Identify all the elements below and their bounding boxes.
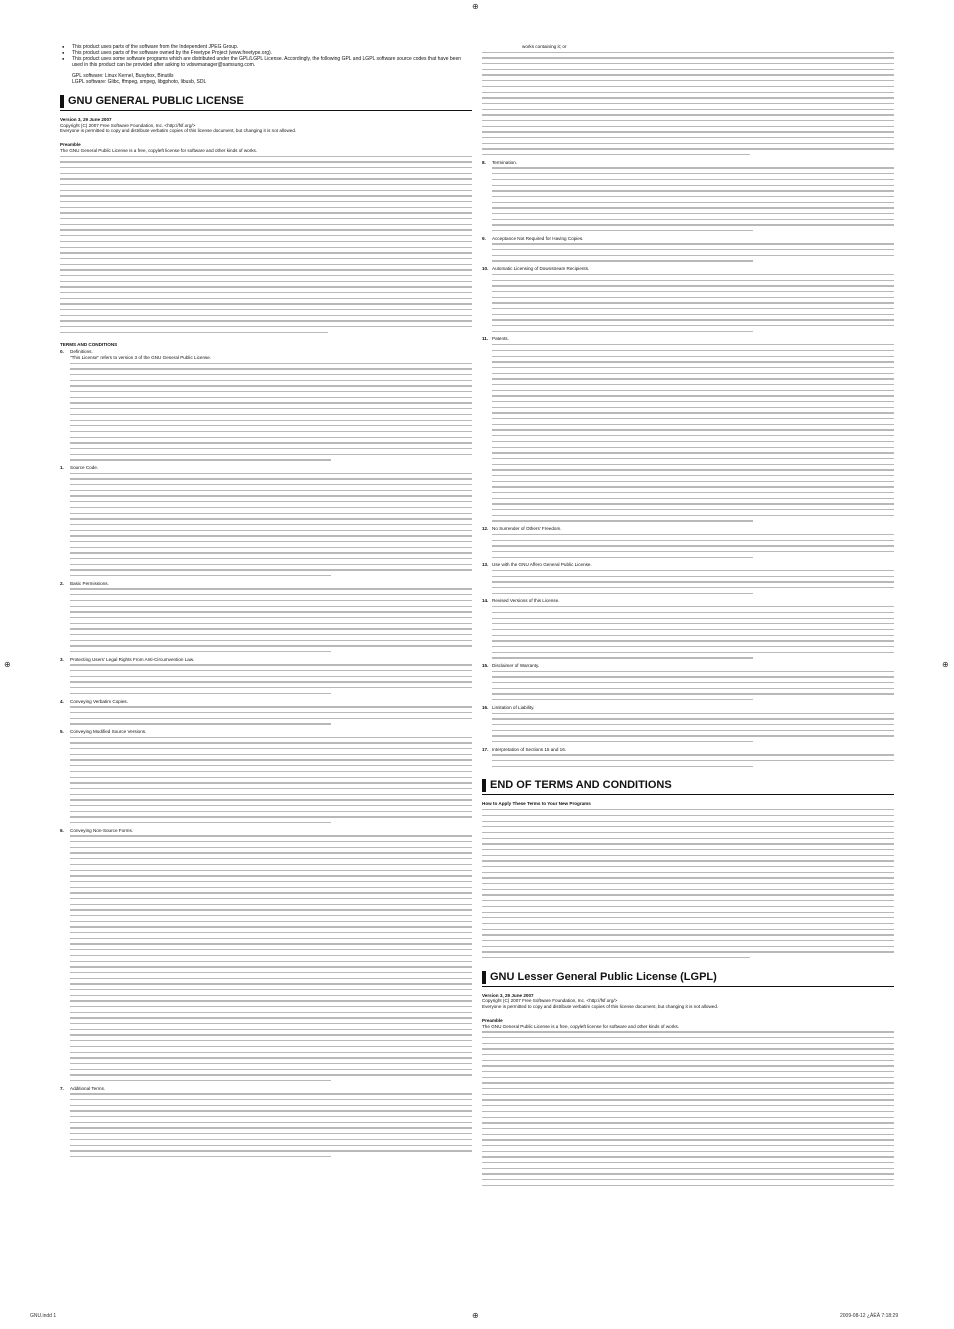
- section-title: Limitation of Liability.: [492, 704, 535, 710]
- section-title: Patents.: [492, 336, 509, 342]
- section-title: Definitions.: [70, 349, 93, 355]
- registration-mark-bottom: ⊕: [472, 1311, 479, 1320]
- section-title: Source Code.: [70, 465, 99, 470]
- section-number: 16.: [482, 704, 489, 710]
- section-number: 15.: [482, 663, 489, 668]
- gpl-section: [482, 526, 894, 560]
- gpl-section: [482, 266, 894, 334]
- section-title: Use with the GNU Affero General Public License.: [492, 562, 592, 568]
- section-title: Additional Terms.: [70, 1085, 106, 1091]
- section-title: Basic Permissions.: [70, 580, 109, 586]
- lgpl-title: GNU Lesser General Public License (LGPL): [490, 970, 717, 983]
- lgpl-version: Version 3, 29 June 2007: [482, 992, 534, 998]
- section-title: Interpretation of Sections 15 and 16.: [492, 746, 567, 752]
- gpl-section: [482, 663, 894, 703]
- section-number: 13.: [482, 562, 489, 568]
- lgpl-preamble-label: Preamble: [482, 1017, 503, 1023]
- gpl-section: [60, 699, 472, 727]
- section-title: Conveying Modified Source Versions.: [70, 729, 147, 734]
- lgpl-everyone: Everyone is permitted to copy and distribute verbatim copies of this license document, but changing it is not allowed.: [482, 1004, 719, 1010]
- continuation-text: works containing it; or: [522, 44, 567, 49]
- section-number: 6.: [60, 827, 64, 833]
- gpl-section: [482, 747, 894, 770]
- gpl-section: [60, 1086, 472, 1160]
- section-number: 1.: [60, 465, 64, 470]
- howto-body: [482, 807, 894, 961]
- section-number: 8.: [482, 159, 486, 165]
- gpl-section: [482, 236, 894, 264]
- section-number: 14.: [482, 598, 489, 604]
- section-title: Protecting Users' Legal Rights From Anti-Circumvention Law.: [70, 656, 195, 662]
- gpl-section: [60, 729, 472, 826]
- footer-file-name: GNU.indd 1: [30, 1313, 57, 1319]
- section-number: 11.: [482, 336, 489, 342]
- gpl-section: [60, 657, 472, 697]
- intro-bullet: ● This product uses parts of the software owned by the Freetype Project (www.freetype.org).: [60, 50, 472, 56]
- lgpl-software-list: LGPL software: Glibc, ffmpeg, smpeg, libgphoto, libusb, SDL: [72, 79, 207, 85]
- registration-mark-right: ⊕: [942, 660, 949, 669]
- section-title: Conveying Non-Source Forms.: [70, 827, 134, 833]
- heading-bar: [482, 779, 486, 792]
- section-title: Acceptance Not Required for Having Copies.: [492, 235, 584, 241]
- gpl-section: [60, 828, 472, 1084]
- section-number: 3.: [60, 656, 64, 662]
- gpl-section: [482, 336, 894, 524]
- registration-mark-top: ⊕: [472, 2, 479, 11]
- footer-timestamp: 2009-08-12 ¿ÀÈÄ 7:18:29: [840, 1313, 899, 1319]
- section-title: Conveying Verbatim Copies.: [70, 698, 128, 704]
- registration-mark-left: ⊕: [4, 660, 11, 669]
- section-number: 5.: [60, 729, 64, 734]
- gpl-title: GNU GENERAL PUBLIC LICENSE: [68, 95, 244, 107]
- lgpl-copyright: Copyright (C) 2007 Free Software Foundation, Inc. <http://fsf.org/>: [482, 998, 618, 1004]
- gpl-section: [60, 581, 472, 655]
- section-number: 2.: [60, 580, 64, 586]
- section-title: No Surrender of Others' Freedom.: [492, 526, 562, 532]
- gpl-preamble-first: The GNU General Public License is a free, copyleft license for software and other kinds of works.: [60, 147, 258, 153]
- gpl-section: [60, 349, 472, 463]
- left-column: [60, 44, 472, 1160]
- definition-first: "This License" refers to version 3 of the GNU General Public License.: [70, 354, 212, 360]
- gpl-section: [482, 598, 894, 661]
- section-title: Termination.: [492, 159, 518, 165]
- gpl-section: [482, 160, 894, 234]
- section-number: 0.: [60, 349, 64, 355]
- lgpl-preamble-first: The GNU General Public License is a free, copyleft license for software and other kinds of works.: [482, 1023, 680, 1029]
- intro-bullets: [60, 44, 472, 68]
- gpl-everyone: Everyone is permitted to copy and distribute verbatim copies of this license document, but changing it is not allowed.: [60, 128, 297, 134]
- intro-bullet: ● This product uses parts of the software from the Independent JPEG Group.: [60, 44, 472, 50]
- end-terms-title: END OF TERMS AND CONDITIONS: [490, 779, 672, 792]
- section-number: 10.: [482, 266, 489, 272]
- section-title: Automatic Licensing of Downstream Recipients.: [492, 266, 590, 272]
- gpl-section: [60, 465, 472, 579]
- gpl-heading: [60, 95, 472, 111]
- gpl-copyright: Copyright (C) 2007 Free Software Foundation, Inc. <http://fsf.org/>: [60, 122, 196, 128]
- end-terms-heading: [482, 779, 894, 795]
- gpl-section: [482, 705, 894, 745]
- section-title: Disclaimer of Warranty.: [492, 663, 540, 668]
- section-number: 12.: [482, 526, 489, 532]
- howto-label: How to Apply These Terms to Your New Programs: [482, 801, 591, 807]
- section-number: 4.: [60, 698, 64, 704]
- gpl-software-list: GPL software: Linux Kernel, Busybox, Binutils: [72, 73, 174, 79]
- right-column: [482, 44, 894, 1188]
- section-title: Revised Versions of this License.: [492, 598, 560, 604]
- section-number: 7.: [60, 1085, 64, 1091]
- gpl-preamble-body: [60, 154, 472, 336]
- lgpl-heading: [482, 971, 894, 987]
- gpl-section: [482, 562, 894, 596]
- intro-bullet: ● This product uses some software programs which are distributed under the GPL/LGPL License. Accordingly, the following GPL and LGPL software source codes that have been used in this product can be provided after asking to vdswmanager@samsung.com.: [60, 56, 472, 68]
- section-number: 17.: [482, 746, 489, 752]
- heading-bar: [482, 971, 486, 984]
- heading-bar: [60, 95, 64, 108]
- section-number: 9.: [482, 235, 486, 241]
- gpl-preamble-label: Preamble: [60, 142, 81, 148]
- gpl-version: Version 3, 29 June 2007: [60, 117, 112, 122]
- lgpl-preamble-body: [482, 1029, 894, 1188]
- terms-label: TERMS AND CONDITIONS: [60, 341, 118, 347]
